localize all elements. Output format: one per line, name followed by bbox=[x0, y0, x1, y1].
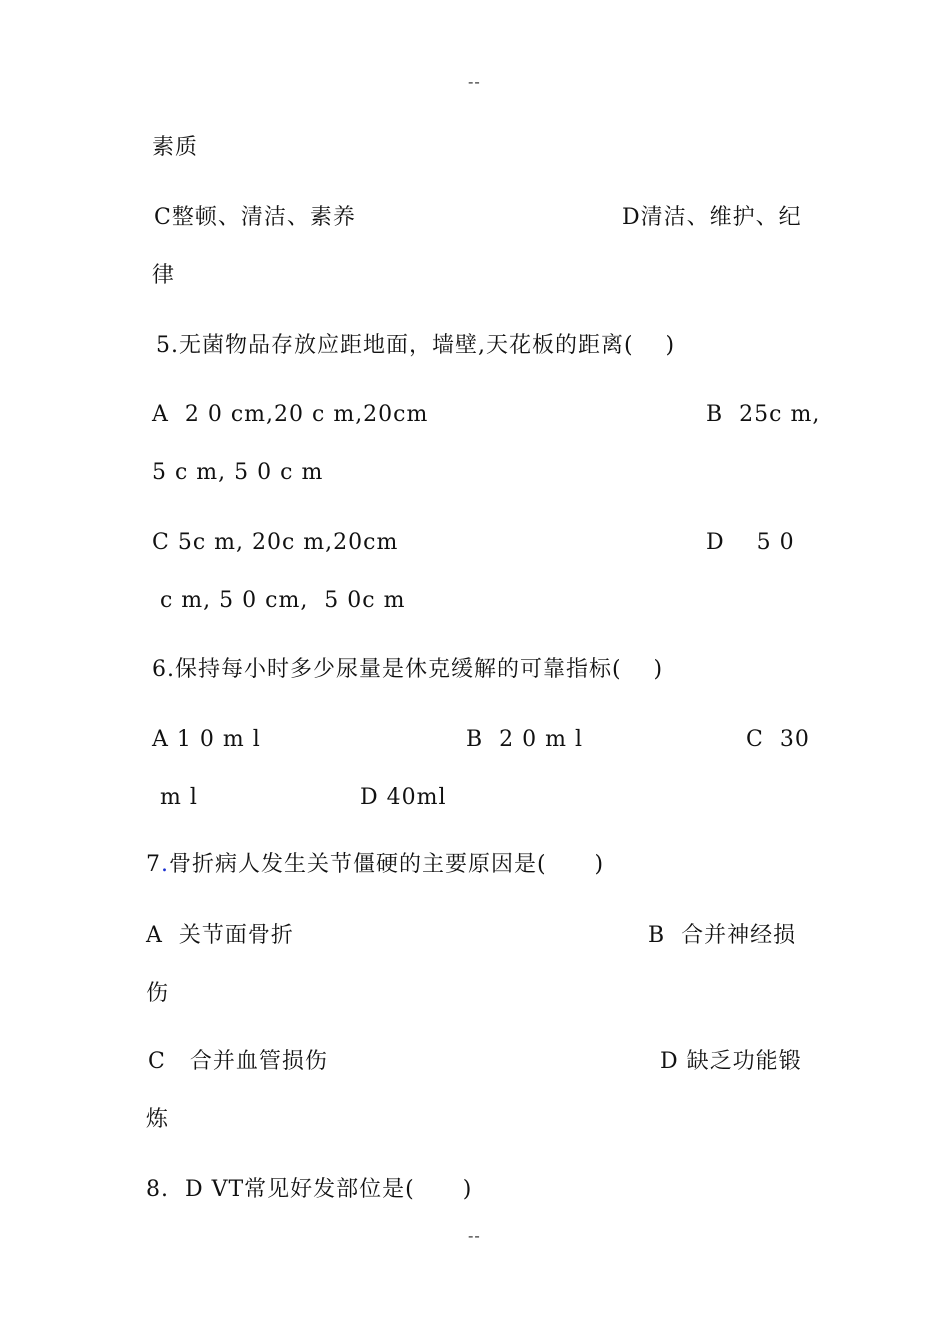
question-7-dot: . bbox=[161, 852, 169, 877]
option-b: B 合并神经损 bbox=[648, 923, 797, 948]
option-a: A 2 0 cm,20 c m,20cm bbox=[152, 402, 429, 427]
page-marker-bottom: -- bbox=[468, 1226, 481, 1245]
option-d: D 40ml bbox=[360, 785, 447, 810]
option-c: C 5c m, 20c m,20cm bbox=[152, 530, 399, 555]
question-7-text: 骨折病人发生关节僵硬的主要原因是( ) bbox=[169, 852, 605, 877]
text-line: 律 bbox=[152, 263, 176, 288]
option-c: C 合并血管损伤 bbox=[148, 1049, 328, 1074]
question-7 bbox=[146, 850, 604, 880]
option-d: D 缺乏功能锻 bbox=[660, 1049, 802, 1074]
page-marker-top: -- bbox=[468, 72, 481, 91]
text-line: 5 c m, 5 0 c m bbox=[152, 460, 324, 485]
option-b: B 25c m, bbox=[706, 402, 821, 427]
option-a: A 关节面骨折 bbox=[146, 923, 294, 948]
option-c: C 30 bbox=[746, 727, 810, 752]
text-line: 素质 bbox=[152, 135, 199, 160]
question-6: 6.保持每小时多少尿量是休克缓解的可靠指标( ) bbox=[152, 657, 664, 682]
option-d: D 5 0 bbox=[706, 530, 795, 555]
question-5: 5.无菌物品存放应距地面，墙壁,天花板的距离( ) bbox=[156, 333, 676, 358]
text-line: m l bbox=[152, 785, 198, 810]
text-line: c m, 5 0 cm, 5 0c m bbox=[152, 588, 406, 613]
option-b: B 2 0 m l bbox=[466, 727, 584, 752]
question-8: 8. D VT常见好发部位是( ) bbox=[146, 1177, 473, 1202]
text-line: 伤 bbox=[146, 981, 170, 1006]
option-d: D清洁、维护、纪 bbox=[622, 205, 802, 230]
text-line: 炼 bbox=[146, 1107, 170, 1132]
option-c: C整顿、清洁、素养 bbox=[154, 205, 356, 230]
option-a: A 1 0 m l bbox=[152, 727, 261, 752]
question-7-number: 7 bbox=[146, 852, 161, 877]
